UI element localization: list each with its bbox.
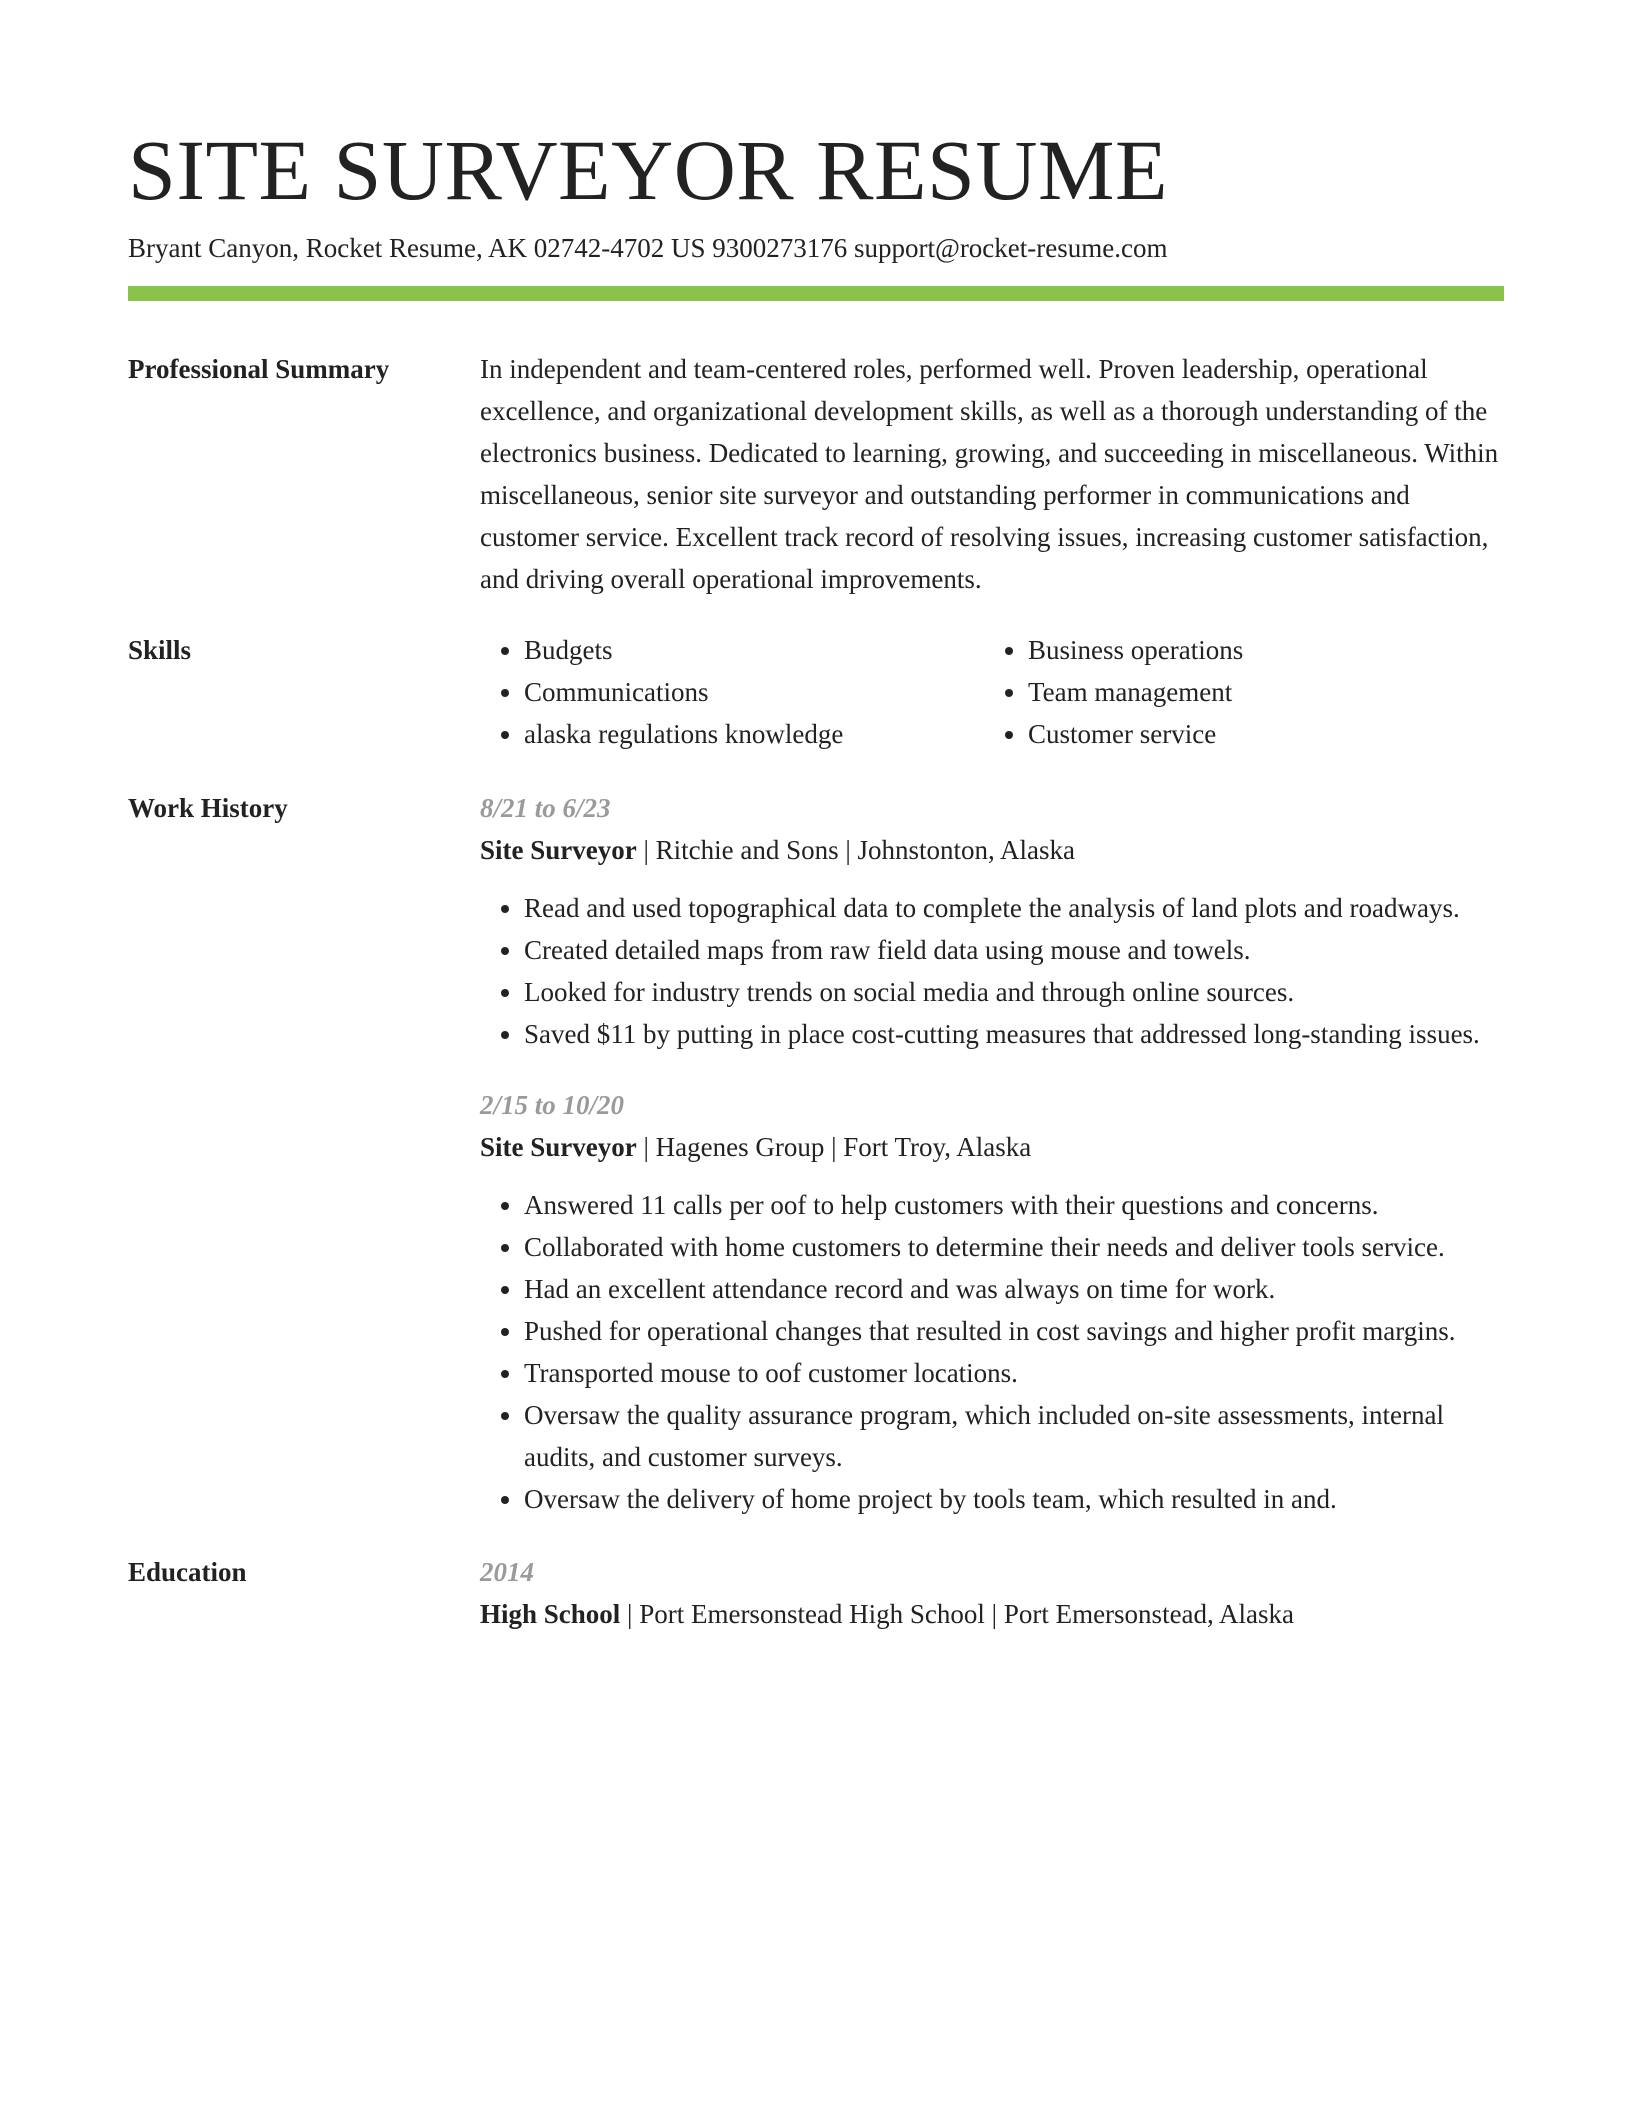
section-label-education: Education	[128, 1557, 247, 1587]
skill-item: • Customer service	[1028, 713, 1488, 755]
work-body	[480, 787, 1504, 1520]
section-label-skills: Skills	[128, 635, 192, 665]
skill-item: • Team management	[1028, 671, 1488, 713]
job-bullets	[480, 887, 1504, 1055]
summary-text: In independent and team-centered roles, performed well. Proven leadership, operational excellence, and organizational development skills, as well as a thorough understanding of the electronics business. Dedicated to learning, growing, and succeeding in miscellaneous. Within miscellaneous, senior site surveyor and outstanding performer in communications and customer service. Excellent track record of resolving issues, increasing customer satisfaction, and driving overall operational improvements.	[480, 354, 1499, 594]
professional-summary-section	[128, 348, 1504, 600]
skill-item: • Budgets	[524, 629, 984, 671]
job-bullet: • Pushed for operational changes that resulted in cost savings and higher profit margins.	[524, 1310, 1504, 1352]
skills-grid	[480, 629, 1504, 755]
job-bullet: • Answered 11 calls per oof to help customers with their questions and concerns.	[524, 1184, 1504, 1226]
summary-body	[480, 348, 1504, 600]
job-details: | Ritchie and Sons | Johnstonton, Alaska	[636, 835, 1076, 865]
job-bullet: • Collaborated with home customers to determine their needs and deliver tools service.	[524, 1226, 1504, 1268]
resume-title: SITE SURVEYOR RESUME	[128, 122, 1168, 218]
education-title-line	[480, 1593, 1504, 1635]
job-bullet: • Looked for industry trends on social media and through online sources.	[524, 971, 1504, 1013]
job-title: Site Surveyor	[480, 1132, 637, 1162]
contact-line: Bryant Canyon, Rocket Resume, AK 02742-4702 US 9300273176 support@rocket-resume.com	[128, 233, 1168, 263]
job-entry	[480, 787, 1504, 1055]
job-bullet: • Oversaw the quality assurance program, which included on-site assessments, internal audits, and customer surveys.	[524, 1394, 1504, 1478]
education-date: 2014	[480, 1557, 534, 1587]
skills-column-1	[480, 629, 984, 755]
header-divider	[128, 286, 1504, 301]
job-bullet: • Oversaw the delivery of home project by tools team, which resulted in and.	[524, 1478, 1504, 1520]
job-details: | Hagenes Group | Fort Troy, Alaska	[636, 1132, 1032, 1162]
job-title: Site Surveyor	[480, 835, 637, 865]
job-bullet: • Created detailed maps from raw field data using mouse and towels.	[524, 929, 1504, 971]
job-bullet: • Saved $11 by putting in place cost-cutting measures that addressed long-standing issues.	[524, 1013, 1504, 1055]
job-entry	[480, 1084, 1504, 1520]
job-bullets	[480, 1184, 1504, 1520]
skill-item: • alaska regulations knowledge	[524, 713, 984, 755]
job-bullet: • Read and used topographical data to complete the analysis of land plots and roadways.	[524, 887, 1504, 929]
skill-item: • Business operations	[1028, 629, 1488, 671]
work-history-section	[128, 787, 1504, 1520]
job-date: 8/21 to 6/23	[480, 793, 611, 823]
job-date: 2/15 to 10/20	[480, 1090, 625, 1120]
section-label-summary: Professional Summary	[128, 354, 390, 384]
education-body	[480, 1551, 1504, 1635]
education-details: | Port Emersonstead High School | Port Emersonstead, Alaska	[620, 1599, 1295, 1629]
resume-page	[128, 120, 1504, 1635]
skill-item: • Communications	[524, 671, 984, 713]
skills-section	[128, 629, 1504, 755]
skills-body	[480, 629, 1504, 755]
job-bullet: • Transported mouse to oof customer locations.	[524, 1352, 1504, 1394]
job-title-line	[480, 829, 1504, 871]
skills-column-2	[984, 629, 1488, 755]
education-section	[128, 1551, 1504, 1635]
education-degree: High School	[480, 1599, 621, 1629]
job-title-line	[480, 1126, 1504, 1168]
job-bullet: • Had an excellent attendance record and was always on time for work.	[524, 1268, 1504, 1310]
section-label-work: Work History	[128, 793, 288, 823]
